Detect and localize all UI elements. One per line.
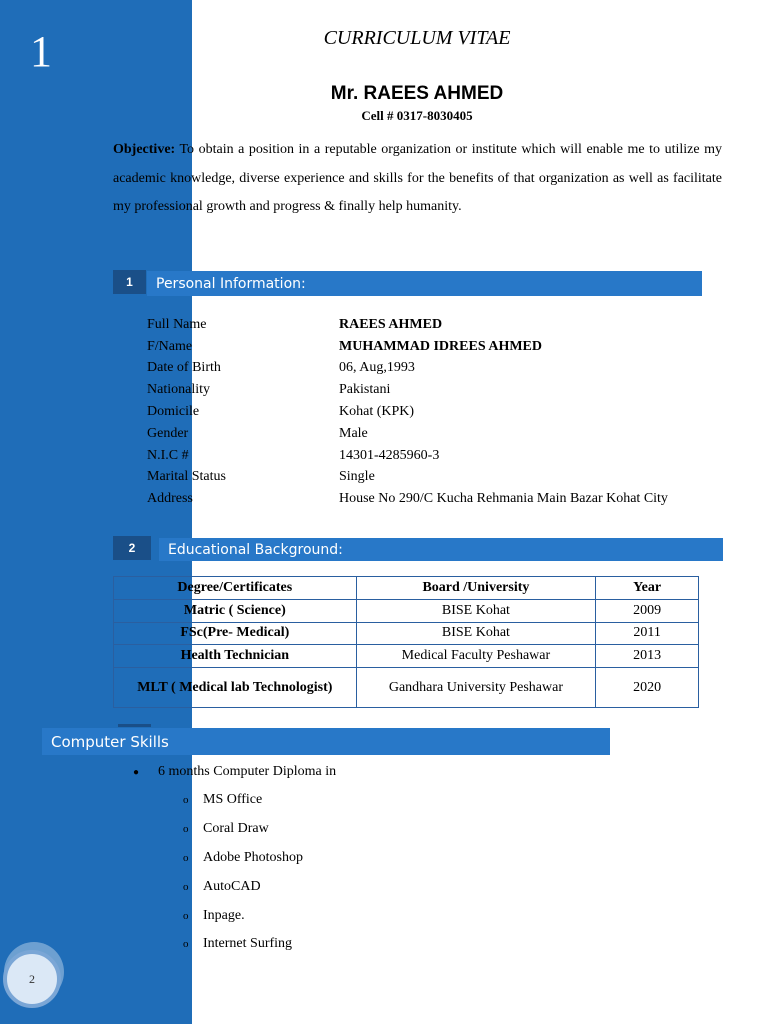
objective-paragraph xyxy=(113,136,722,222)
info-row xyxy=(147,401,747,423)
page-number-badge xyxy=(3,950,61,1008)
info-value: 06, Aug,1993 xyxy=(339,360,415,376)
table-row xyxy=(114,600,699,623)
section-header-skills xyxy=(42,728,610,755)
personal-info-list xyxy=(147,314,747,510)
table-cell: Health Technician xyxy=(114,645,357,668)
circle-bullet-icon: o xyxy=(183,794,189,807)
skill-item: Coral Draw xyxy=(203,821,269,837)
table-cell: 2011 xyxy=(596,622,699,645)
info-row xyxy=(147,358,747,380)
list-item xyxy=(183,844,303,873)
applicant-name: Mr. RAEES AHMED xyxy=(330,83,504,104)
table-cell: Matric ( Science) xyxy=(114,600,357,623)
skill-item: AutoCAD xyxy=(203,878,261,894)
info-row xyxy=(147,445,747,467)
section-title-personal: Personal Information: xyxy=(156,275,306,292)
section-title-education: Educational Background: xyxy=(168,541,343,558)
table-cell: 2009 xyxy=(596,600,699,623)
table-row xyxy=(114,667,699,707)
column-header: Board /University xyxy=(356,577,596,600)
info-label: Marital Status xyxy=(147,469,226,485)
table-cell: Medical Faculty Peshawar xyxy=(356,645,596,668)
info-value: 14301-4285960-3 xyxy=(339,447,440,463)
info-label: Address xyxy=(147,491,193,507)
circle-bullet-icon: o xyxy=(183,880,189,893)
table-cell: BISE Kohat xyxy=(356,600,596,623)
info-value: Kohat (KPK) xyxy=(339,404,415,420)
info-label: Date of Birth xyxy=(147,360,221,376)
table-row xyxy=(114,622,699,645)
table-header-row xyxy=(114,577,699,600)
section-header-education xyxy=(159,538,723,561)
list-item xyxy=(183,930,303,959)
info-value: MUHAMMAD IDREES AHMED xyxy=(339,338,542,354)
info-row xyxy=(147,379,747,401)
info-row xyxy=(147,488,747,510)
info-label: Full Name xyxy=(147,316,207,332)
section-number-personal: 1 xyxy=(113,270,146,294)
info-label: F/Name xyxy=(147,338,193,354)
list-item xyxy=(183,786,303,815)
circle-bullet-icon: o xyxy=(183,851,189,864)
bullet-icon: ● xyxy=(133,766,140,778)
column-header: Year xyxy=(596,577,699,600)
info-value: Male xyxy=(339,425,368,441)
objective-text: To obtain a position in a reputable organization or institute which will enable me to utilize my academic knowledge, diverse experience and skills for the benefits of that organization as well as facilitate my professional growth and progress & finally help humanity. xyxy=(113,142,722,214)
info-label: N.I.C # xyxy=(147,447,189,463)
info-value: House No 290/C Kucha Rehmania Main Bazar Kohat City xyxy=(339,491,668,507)
info-label: Gender xyxy=(147,425,189,441)
page-number-bottom: 2 xyxy=(29,971,35,986)
section-header-personal xyxy=(147,271,702,296)
table-cell: 2013 xyxy=(596,645,699,668)
circle-bullet-icon: o xyxy=(183,823,189,836)
circle-bullet-icon: o xyxy=(183,938,189,951)
table-cell: FSc(Pre- Medical) xyxy=(114,622,357,645)
table-row xyxy=(114,645,699,668)
list-item xyxy=(183,901,303,930)
table-cell: Gandhara University Peshawar xyxy=(356,667,596,707)
cell-number: Cell # 0317-8030405 xyxy=(361,108,473,123)
info-value: Pakistani xyxy=(339,382,391,398)
info-value: Single xyxy=(339,469,375,485)
info-row xyxy=(147,314,747,336)
table-cell: MLT ( Medical lab Technologist) xyxy=(114,667,357,707)
document-title: CURRICULUM VITAE xyxy=(323,27,511,49)
table-cell: BISE Kohat xyxy=(356,622,596,645)
skill-item: Adobe Photoshop xyxy=(203,849,303,865)
info-row xyxy=(147,336,747,358)
list-item xyxy=(183,872,303,901)
skill-item: Inpage. xyxy=(203,907,245,923)
skill-item: Internet Surfing xyxy=(203,936,293,952)
objective-label: Objective: xyxy=(113,142,176,157)
section-number-education: 2 xyxy=(113,536,151,560)
section-tick xyxy=(118,724,151,727)
skills-intro: 6 months Computer Diploma in xyxy=(158,764,337,779)
page-number-top: 1 xyxy=(30,27,52,76)
circle-bullet-icon: o xyxy=(183,909,189,922)
list-item xyxy=(133,762,336,782)
info-value: RAEES AHMED xyxy=(339,316,443,332)
skill-item: MS Office xyxy=(203,792,263,808)
info-row xyxy=(147,467,747,489)
skills-sublist xyxy=(183,786,303,959)
table-cell: 2020 xyxy=(596,667,699,707)
list-item xyxy=(183,815,303,844)
column-header: Degree/Certificates xyxy=(114,577,357,600)
info-label: Domicile xyxy=(147,404,200,420)
skills-list xyxy=(133,762,336,782)
section-title-skills: Computer Skills xyxy=(51,732,169,751)
education-table xyxy=(113,576,699,708)
info-row xyxy=(147,423,747,445)
info-label: Nationality xyxy=(147,382,210,398)
